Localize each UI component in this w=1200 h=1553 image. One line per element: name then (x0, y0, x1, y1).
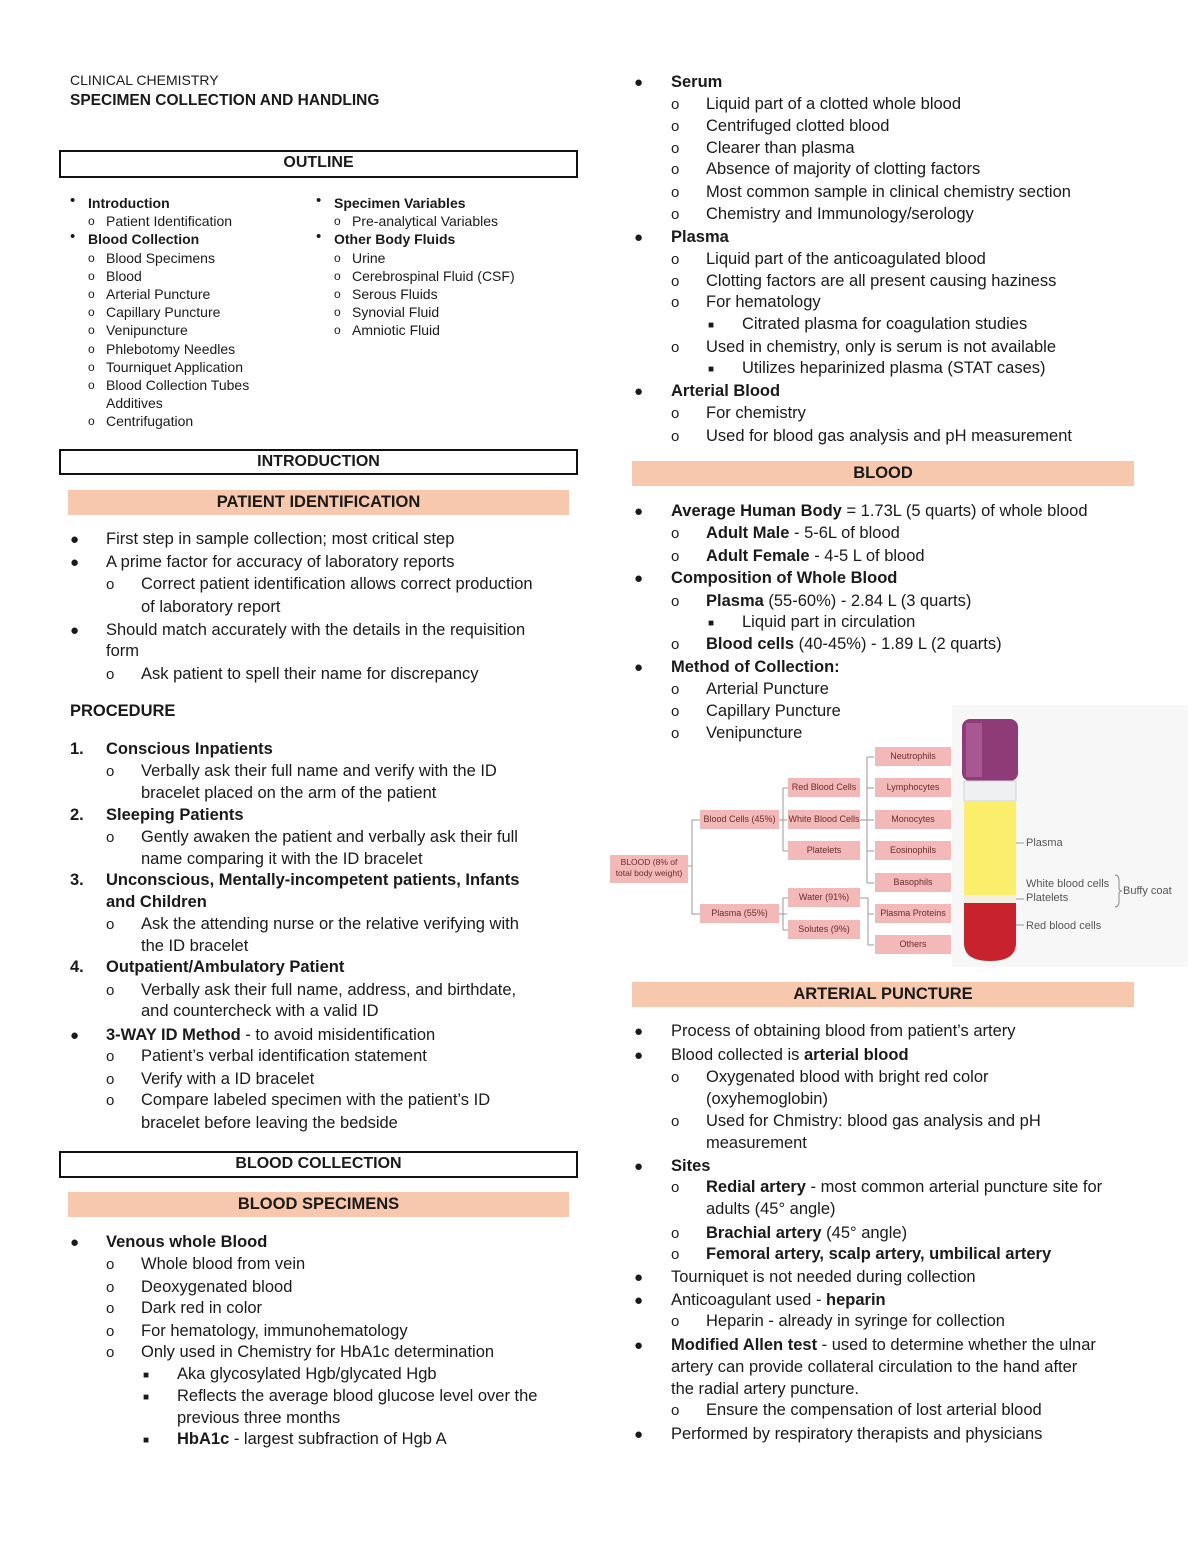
step-title: Outpatient/Ambulatory Patient (106, 958, 345, 976)
ring-bullet-icon: o (334, 287, 341, 301)
square-bullet-icon: ■ (708, 320, 715, 331)
ring-bullet-icon: o (334, 323, 341, 338)
term-description: (40-45%) - 1.89 L (2 quarts) (794, 635, 1002, 653)
term-prefix: Blood collected is (671, 1046, 804, 1064)
list-item: previous three months (177, 1409, 341, 1427)
step-number: 1. (70, 740, 84, 758)
bold-term: HbA1c (177, 1430, 230, 1448)
outline-item: Specimen Variables (334, 195, 466, 211)
arterial-puncture-header: ARTERIAL PUNCTURE (632, 982, 1134, 1007)
list-item: Absence of majority of clotting factors (706, 160, 981, 178)
outline-item: Phlebotomy Needles (106, 340, 236, 357)
outline-item: Venipuncture (106, 322, 188, 339)
outline-item: Additives (106, 395, 163, 412)
ring-bullet-icon: o (671, 184, 680, 201)
step-title: Sleeping Patients (106, 806, 244, 824)
step-title: Conscious Inpatients (106, 740, 273, 758)
ring-bullet-icon: o (671, 1246, 680, 1263)
bullet-icon: • (70, 228, 76, 246)
diagram-node: Platelets (788, 841, 860, 860)
list-item: Femoral artery, scalp artery, umbilical artery (706, 1245, 1052, 1263)
list-item: Arterial Puncture (706, 680, 829, 698)
blood-specimens-header: BLOOD SPECIMENS (68, 1192, 569, 1217)
ring-bullet-icon: o (671, 96, 680, 113)
outline-header: OUTLINE (59, 150, 578, 178)
list-item: Gently awaken the patient and verbally ask their full (141, 828, 518, 846)
ring-bullet-icon: o (88, 250, 95, 265)
ring-bullet-icon: o (671, 593, 680, 610)
bullet-icon: ● (634, 383, 644, 400)
ring-bullet-icon: o (88, 378, 95, 392)
list-item: Deoxygenated blood (141, 1278, 293, 1296)
list-item: Sites (671, 1157, 711, 1175)
list-item: and countercheck with a valid ID (141, 1002, 379, 1020)
diagram-node: Eosinophils (875, 841, 951, 860)
bullet-icon: • (316, 228, 322, 246)
list-item: the ID bracelet (141, 937, 249, 955)
procedure-heading: PROCEDURE (70, 702, 176, 720)
square-bullet-icon: ■ (708, 364, 715, 375)
outline-item: Serous Fluids (352, 286, 438, 302)
tube-label: Platelets (1026, 892, 1069, 904)
list-item: Only used in Chemistry for HbA1c determination (141, 1343, 495, 1361)
list-item (671, 502, 1088, 521)
ring-bullet-icon: o (106, 1323, 115, 1340)
bullet-icon: • (70, 192, 76, 209)
tube-label: Red blood cells (1026, 920, 1102, 932)
term-description: (55-60%) - 2.84 L (3 quarts) (763, 592, 972, 610)
ring-bullet-icon: o (88, 414, 95, 429)
list-item: adults (45° angle) (706, 1200, 836, 1218)
ring-bullet-icon: o (671, 703, 680, 720)
ring-bullet-icon: o (106, 1300, 115, 1317)
term-description: - used to determine whether the ulnar (817, 1336, 1096, 1354)
list-item: Whole blood from vein (141, 1255, 306, 1273)
bold-term: Adult Female (706, 547, 810, 565)
list-item: Compare labeled specimen with the patient’s ID (141, 1091, 491, 1109)
list-item (671, 1291, 886, 1310)
list-item: Arterial Blood (671, 382, 781, 400)
list-item: Oxygenated blood with bright red color (706, 1068, 989, 1086)
list-item: Chemistry and Immunology/serology (706, 205, 974, 223)
bullet-icon: ● (634, 1269, 644, 1286)
square-bullet-icon: ■ (143, 1370, 150, 1381)
bullet-icon: ● (634, 503, 644, 520)
list-item: Capillary Puncture (706, 702, 841, 720)
term-prefix: Anticoagulant used - (671, 1291, 827, 1309)
ring-bullet-icon: o (106, 982, 115, 999)
list-item: First step in sample collection; most critical step (106, 530, 455, 548)
list-item: For chemistry (706, 404, 806, 422)
list-item: For hematology, immunohematology (141, 1322, 408, 1340)
list-item: Centrifuged clotted blood (706, 117, 890, 135)
list-item: Clotting factors are all present causing haziness (706, 272, 1057, 290)
list-item (706, 547, 925, 566)
term-description: - largest subfraction of Hgb A (229, 1430, 447, 1448)
diagram-root (610, 855, 688, 883)
list-item: Venous whole Blood (106, 1233, 268, 1251)
list-item: name comparing it with the ID bracelet (141, 850, 423, 868)
list-item: of laboratory report (141, 598, 281, 616)
ring-bullet-icon: o (106, 916, 115, 933)
ring-bullet-icon: o (106, 1344, 115, 1361)
ring-bullet-icon: o (671, 636, 680, 653)
ring-bullet-icon: o (671, 1069, 680, 1086)
list-item: Plasma (671, 228, 729, 246)
ring-bullet-icon: o (106, 576, 115, 593)
bold-term: Plasma (706, 592, 764, 610)
square-bullet-icon: ■ (143, 1392, 150, 1403)
list-item (706, 592, 971, 611)
outline-item: Centrifugation (106, 413, 194, 430)
blood-header: BLOOD (632, 461, 1134, 486)
ring-bullet-icon: o (88, 287, 95, 301)
diagram-node: White Blood Cells (788, 810, 860, 829)
list-item (706, 1178, 1102, 1197)
ring-bullet-icon: o (671, 1225, 680, 1242)
square-bullet-icon: ■ (143, 1435, 150, 1446)
list-item: Ask the attending nurse or the relative verifying with (141, 915, 519, 933)
bold-term: heparin (826, 1291, 886, 1309)
step-number: 3. (70, 871, 84, 889)
list-item: Reflects the average blood glucose level over the (177, 1387, 538, 1405)
term-description: - most common arterial puncture site for (805, 1178, 1103, 1196)
ring-bullet-icon: o (106, 1279, 115, 1296)
bold-term: 3-WAY ID Method (106, 1026, 241, 1044)
list-item (671, 1336, 1096, 1355)
ring-bullet-icon: o (671, 118, 680, 135)
term-description: (45° angle) (821, 1224, 908, 1242)
outline-item: Capillary Puncture (106, 304, 221, 321)
list-item: Heparin - already in syringe for collection (706, 1312, 1005, 1330)
ring-bullet-icon: o (334, 214, 341, 229)
step-title: Unconscious, Mentally-incompetent patients, Infants (106, 871, 520, 889)
bullet-icon: ● (634, 229, 644, 246)
ring-bullet-icon: o (671, 428, 680, 445)
ring-bullet-icon: o (334, 268, 341, 283)
ring-bullet-icon: o (671, 206, 680, 223)
step-number: 4. (70, 958, 84, 976)
bullet-icon: ● (634, 1047, 644, 1064)
outline-item: Arterial Puncture (106, 286, 211, 302)
diagram-root-line: total body weight) (615, 868, 683, 878)
diagram-node: Water (91%) (788, 888, 860, 907)
outline-item: Blood Collection (88, 231, 200, 248)
list-item: Clearer than plasma (706, 139, 855, 157)
tube-label: Buffy coat (1123, 885, 1172, 897)
bold-term: Modified Allen test (671, 1336, 818, 1354)
list-item: Liquid part of the anticoagulated blood (706, 250, 986, 268)
bullet-icon: ● (70, 531, 80, 548)
list-item: (oxyhemoglobin) (706, 1090, 828, 1108)
bullet-icon: ● (634, 570, 644, 587)
tube-label: White blood cells (1026, 878, 1110, 890)
ring-bullet-icon: o (671, 294, 680, 311)
list-item: Venipuncture (706, 724, 803, 742)
bullet-icon: ● (634, 1426, 644, 1443)
ring-bullet-icon: o (88, 341, 95, 356)
list-item (706, 524, 900, 543)
diagram-node: Plasma (55%) (700, 904, 779, 923)
outline-item: Blood Specimens (106, 249, 215, 266)
term-description: - 4-5 L of blood (809, 547, 925, 565)
outline-item: Amniotic Fluid (352, 322, 440, 339)
list-item: Tourniquet is not needed during collection (671, 1268, 976, 1286)
step-title: and Children (106, 893, 207, 911)
diagram-node: Solutes (9%) (788, 920, 860, 939)
list-item: the radial artery puncture. (671, 1380, 860, 1398)
list-item: Liquid part in circulation (742, 613, 916, 631)
list-item (671, 1046, 909, 1065)
diagram-node: Basophils (875, 873, 951, 892)
ring-bullet-icon: o (106, 1256, 115, 1273)
ring-bullet-icon: o (88, 359, 95, 374)
list-item: artery can provide collateral circulation to the hand after (671, 1358, 1078, 1376)
bold-term: Redial artery (706, 1178, 806, 1196)
bold-term: Adult Male (706, 524, 790, 542)
ring-bullet-icon: o (671, 725, 680, 742)
list-item: Process of obtaining blood from patient’s artery (671, 1022, 1016, 1040)
diagram-node: Monocytes (875, 810, 951, 829)
list-item: bracelet placed on the arm of the patient (141, 784, 437, 802)
term-description: - to avoid misidentification (240, 1026, 436, 1044)
ring-bullet-icon: o (671, 251, 680, 268)
diagram-node: Others (875, 935, 951, 954)
list-item (706, 1224, 907, 1243)
list-item: Verbally ask their full name, address, and birthdate, (141, 981, 517, 999)
term-description: - 5-6L of blood (789, 524, 900, 542)
diagram-node: Red Blood Cells (788, 778, 860, 797)
bullet-icon: ● (634, 74, 644, 91)
outline-item: Introduction (88, 195, 170, 211)
patient-identification-header: PATIENT IDENTIFICATION (68, 490, 569, 515)
outline-item: Patient Identification (106, 213, 233, 230)
ring-bullet-icon: o (88, 323, 95, 338)
ring-bullet-icon: o (671, 1113, 680, 1130)
list-item: Dark red in color (141, 1299, 263, 1317)
ring-bullet-icon: o (671, 405, 680, 422)
list-item: Method of Collection: (671, 658, 840, 676)
bold-term: Blood cells (706, 635, 795, 653)
list-item: form (106, 642, 139, 660)
list-item: Most common sample in clinical chemistry section (706, 183, 1071, 201)
diagram-node: Blood Cells (45%) (700, 810, 779, 829)
diagram-root-line: BLOOD (8% of (620, 857, 678, 867)
list-item: Should match accurately with the details in the requisition (106, 621, 526, 639)
list-item: Ensure the compensation of lost arterial blood (706, 1401, 1042, 1419)
outline-item: Blood (106, 267, 142, 284)
bullet-icon: ● (634, 1337, 644, 1354)
list-item: Verify with a ID bracelet (141, 1070, 315, 1088)
diagram-node: Neutrophils (875, 747, 951, 766)
ring-bullet-icon: o (106, 666, 115, 683)
ring-bullet-icon: o (106, 1071, 115, 1088)
outline-item: Pre-analytical Variables (352, 213, 499, 230)
ring-bullet-icon: o (88, 214, 95, 229)
bullet-icon: ● (634, 1292, 644, 1309)
list-item (177, 1430, 447, 1449)
list-item: bracelet before leaving the bedside (141, 1114, 398, 1132)
bullet-icon: ● (70, 1027, 80, 1044)
ring-bullet-icon: o (671, 161, 680, 178)
ring-bullet-icon: o (671, 525, 680, 542)
ring-bullet-icon: o (671, 1179, 680, 1196)
outline-item: Synovial Fluid (352, 304, 440, 321)
list-item: Utilizes heparinized plasma (STAT cases) (742, 359, 1046, 377)
bullet-icon: ● (634, 1158, 644, 1175)
list-item: Patient’s verbal identification statement (141, 1047, 427, 1065)
square-bullet-icon: ■ (708, 618, 715, 629)
document-title: SPECIMEN COLLECTION AND HANDLING (70, 92, 380, 109)
bullet-icon: • (316, 192, 322, 209)
list-item: Performed by respiratory therapists and physicians (671, 1425, 1043, 1443)
list-item: Serum (671, 73, 723, 91)
list-item: A prime factor for accuracy of laboratory reports (106, 553, 455, 571)
outline-item: Blood Collection Tubes (106, 377, 250, 393)
diagram-node: Lymphocytes (875, 778, 951, 797)
ring-bullet-icon: o (671, 548, 680, 565)
bullet-icon: ● (70, 622, 80, 639)
bold-term: Average Human Body (671, 502, 842, 520)
outline-item: Tourniquet Application (106, 358, 243, 375)
list-item: Liquid part of a clotted whole blood (706, 95, 962, 113)
outline-item: Urine (352, 249, 386, 266)
ring-bullet-icon: o (671, 273, 680, 290)
bullet-icon: ● (634, 1023, 644, 1040)
diagram-node: Plasma Proteins (875, 904, 951, 923)
ring-bullet-icon: o (671, 1402, 680, 1419)
bullet-icon: ● (70, 554, 80, 571)
list-item: Aka glycosylated Hgb/glycated Hgb (177, 1365, 437, 1383)
ring-bullet-icon: o (106, 829, 115, 846)
ring-bullet-icon: o (334, 305, 341, 320)
list-item: For hematology (706, 293, 821, 311)
ring-bullet-icon: o (88, 305, 95, 320)
ring-bullet-icon: o (106, 1092, 115, 1109)
bold-term: arterial blood (804, 1046, 909, 1064)
list-item (106, 1026, 435, 1045)
outline-item: Other Body Fluids (334, 231, 456, 248)
list-item: Used in chemistry, only is serum is not available (706, 338, 1056, 356)
list-item: Citrated plasma for coagulation studies (742, 315, 1028, 333)
list-item: Used for Chmistry: blood gas analysis and pH (706, 1112, 1041, 1130)
list-item: Ask patient to spell their name for discrepancy (141, 665, 479, 683)
course-label: CLINICAL CHEMISTRY (70, 72, 219, 88)
ring-bullet-icon: o (106, 763, 115, 780)
list-item: Verbally ask their full name and verify with the ID (141, 762, 497, 780)
ring-bullet-icon: o (671, 140, 680, 157)
ring-bullet-icon: o (671, 1313, 680, 1330)
ring-bullet-icon: o (334, 250, 341, 265)
list-item: Used for blood gas analysis and pH measurement (706, 427, 1072, 445)
list-item: measurement (706, 1134, 807, 1152)
ring-bullet-icon: o (671, 681, 680, 698)
tube-label: Plasma (1026, 837, 1063, 849)
list-item: Correct patient identification allows correct production (141, 575, 533, 593)
term-description: = 1.73L (5 quarts) of whole blood (841, 502, 1088, 520)
bullet-icon: ● (634, 659, 644, 676)
outline-item: Cerebrospinal Fluid (CSF) (352, 267, 515, 284)
bullet-icon: ● (70, 1234, 80, 1251)
bold-term: Brachial artery (706, 1224, 822, 1242)
step-number: 2. (70, 806, 84, 824)
ring-bullet-icon: o (671, 339, 680, 356)
introduction-header: INTRODUCTION (59, 449, 578, 475)
blood-collection-header: BLOOD COLLECTION (59, 1151, 578, 1178)
list-item: Composition of Whole Blood (671, 569, 898, 587)
list-item (706, 635, 1002, 654)
ring-bullet-icon: o (88, 268, 95, 283)
ring-bullet-icon: o (106, 1048, 115, 1065)
